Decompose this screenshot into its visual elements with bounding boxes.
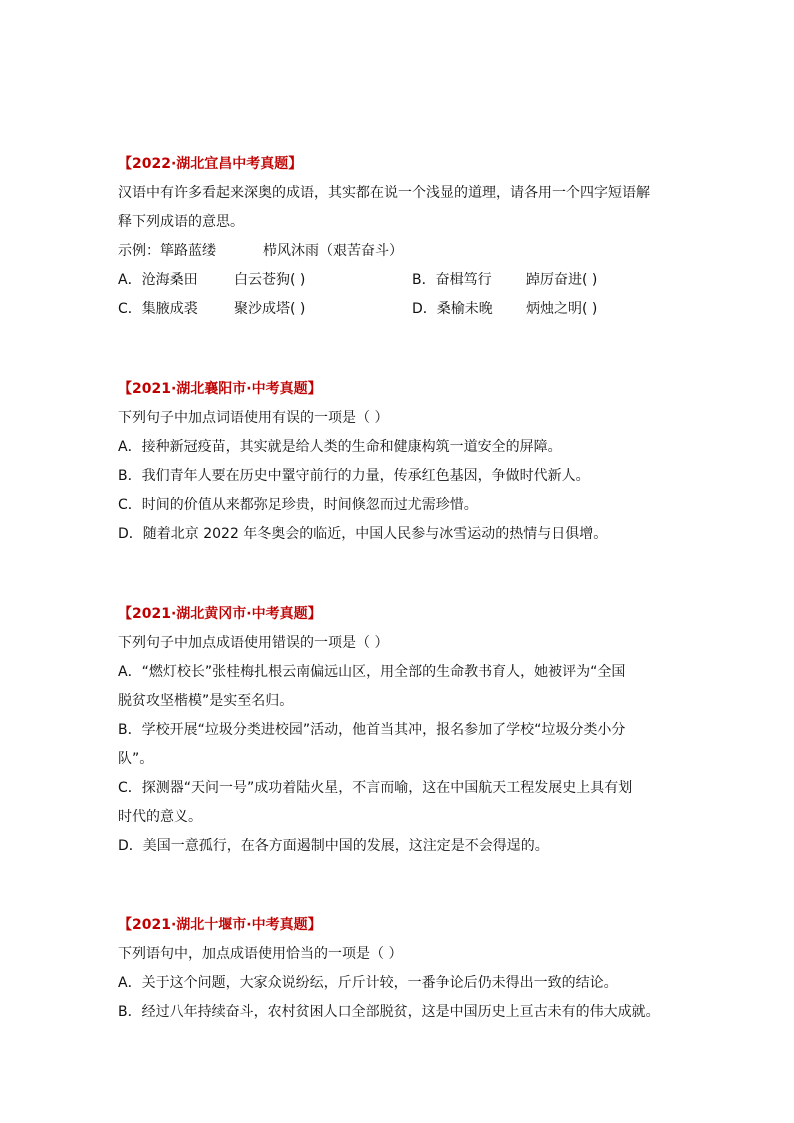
question-header: 【2021·湖北十堰市·中考真题】 (118, 917, 322, 933)
option-b: B．我们青年人要在历史中罿守前行的力量，传承红色基因，争做时代新人。 (118, 468, 590, 484)
question-stem: 下列句子中加点成语使用错误的一项是（ ） (118, 635, 389, 651)
option-a-continued: 脱贫攻坚楷模”是实至名归。 (118, 693, 294, 709)
option-row (118, 295, 688, 324)
option-c-continued: 时代的意义。 (118, 809, 202, 825)
option-c: C．时间的价值从来都弥足珍贵，时间倏忽而过尤需珍惜。 (118, 497, 478, 513)
question-header: 【2022·湖北宜昌中考真题】 (118, 156, 303, 172)
option-d: D．随着北京 2022 年冬奥会的临近，中国人民参与冰雪运动的热情与日俱增。 (118, 526, 608, 542)
question-header: 【2021·湖北襄阳市·中考真题】 (118, 381, 322, 397)
option-a: A．接种新冠疫苗，其实就是给人类的生命和健康构筑一道安全的屏障。 (118, 439, 562, 455)
option-c: C．探测器“天问一号”成功着陆火星，不言而喻，这在中国航天工程发展史上具有划 (118, 780, 633, 796)
option-d: D．美国一意孤行，在各方面遏制中国的发展，这注定是不会得逞的。 (118, 838, 549, 854)
question-stem: 释下列成语的意思。 (118, 214, 244, 230)
example-row (118, 237, 688, 266)
option-label: A．沧海桑田 (118, 272, 198, 288)
option-idiom: 白云苍狗( ) (234, 272, 306, 288)
option-row (118, 266, 688, 295)
question-stem: 下列句子中加点词语使用有误的一项是（ ） (118, 410, 389, 426)
question-block-4 (118, 911, 688, 1027)
example-label: 示例：筚路蓝缕 (118, 243, 216, 259)
question-stem: 下列语句中，加点成语使用恰当的一项是（ ） (118, 946, 403, 962)
question-stem: 汉语中有许多看起来深奥的成语，其实都在说一个浅显的道理，请各用一个四字短语解 (118, 185, 650, 201)
option-a: A．关于这个问题，大家众说纷纭，斤斤计较，一番争论后仍未得出一致的结论。 (118, 975, 618, 991)
option-b-continued: 队”。 (118, 751, 154, 767)
example-idiom: 栉风沐雨（艰苦奋斗） (263, 243, 403, 259)
option-idiom: 聚沙成塔( ) (234, 301, 306, 317)
option-a: A．“燃灯校长”张桂梅扎根云南偏远山区，用全部的生命教书育人，她被评为“全国 (118, 664, 626, 680)
question-block-1 (118, 150, 688, 324)
question-block-3 (118, 600, 688, 861)
option-label: D．桑榆未晚 (412, 301, 493, 317)
option-label: C．集腋成裘 (118, 301, 198, 317)
option-b: B．经过八年持续奋斗，农村贫困人口全部脱贫，这是中国历史上亘古未有的伟大成就。 (118, 1004, 660, 1020)
question-header: 【2021·湖北黄冈市·中考真题】 (118, 606, 322, 622)
question-block-2 (118, 375, 688, 549)
option-label: B．奋楫笃行 (412, 272, 492, 288)
option-b: B．学校开展“垃圾分类进校园”活动，他首当其冲，报名参加了学校“垃圾分类小分 (118, 722, 626, 738)
option-idiom: 炳烛之明( ) (526, 301, 598, 317)
option-idiom: 踔厉奋进( ) (526, 272, 598, 288)
